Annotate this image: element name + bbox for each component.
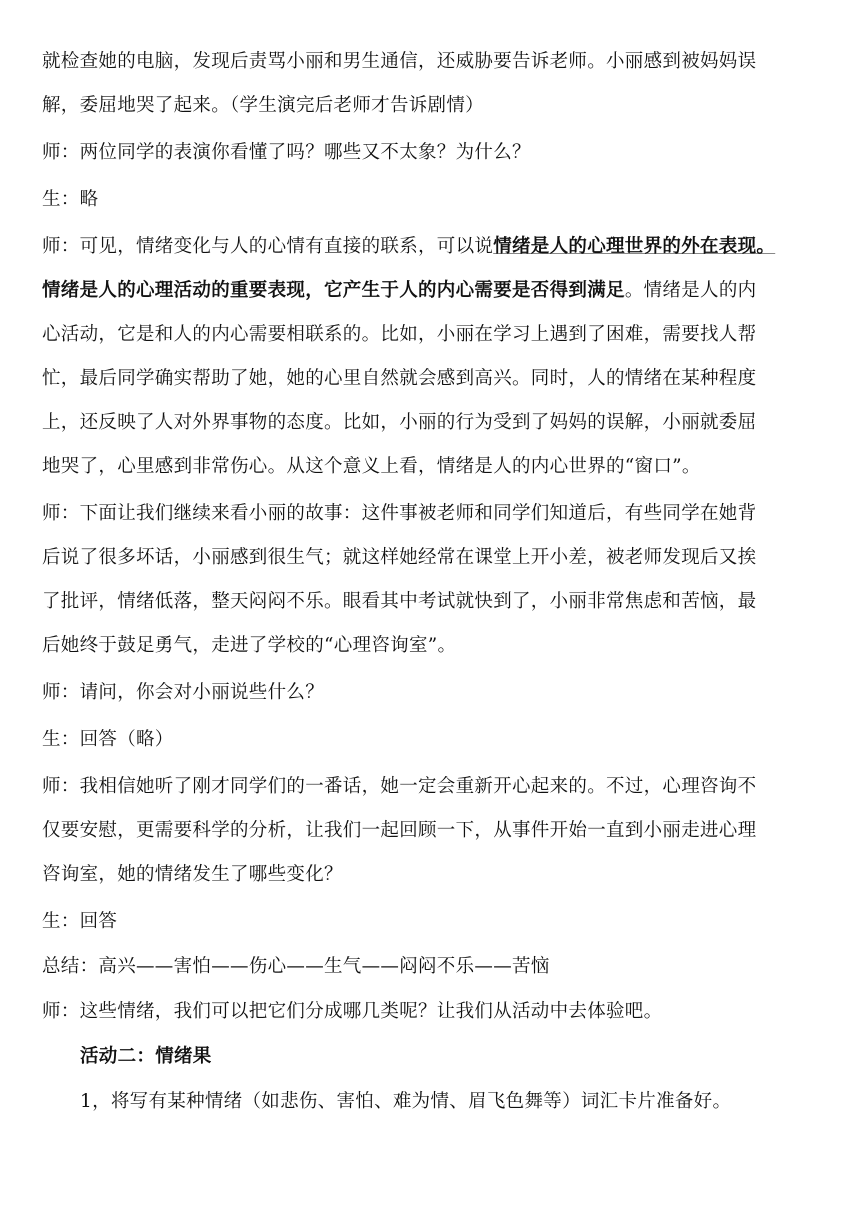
- teacher-line: 师：这些情绪，我们可以把它们分成哪几类呢？让我们从活动中去体验吧。: [42, 1001, 663, 1022]
- student-line: 生：回答: [42, 911, 118, 932]
- activity-heading: 活动二：情绪果: [80, 1046, 212, 1067]
- paragraph-line: 咨询室，她的情绪发生了哪些变化？: [42, 864, 343, 885]
- paragraph-line: 地哭了，心里感到非常伤心。从这个意义上看，情绪是人的内心世界的“窗口”。: [42, 456, 701, 477]
- teacher-line: 师：请问，你会对小丽说些什么？: [42, 682, 325, 703]
- student-line: 生：略: [42, 189, 99, 210]
- summary-line: 总结：高兴——害怕——伤心——生气——闷闷不乐——苦恼: [42, 956, 550, 977]
- paragraph-line: 心活动，它是和人的内心需要相联系的。比如，小丽在学习上遇到了困难，需要找人帮: [42, 324, 757, 345]
- paragraph-line: [42, 279, 822, 303]
- paragraph-line: 了批评，情绪低落，整天闷闷不乐。眼看其中考试就快到了，小丽非常焦虑和苦恼，最: [42, 591, 757, 612]
- paragraph-line: 就检查她的电脑，发现后责骂小丽和男生通信，还威胁要告诉老师。小丽感到被妈妈误: [42, 51, 757, 72]
- teacher-line: [42, 235, 822, 259]
- activity-step: 1，将写有某种情绪（如悲伤、害怕、难为情、眉飞色舞等）词汇卡片准备好。: [80, 1091, 732, 1112]
- paragraph-line: 仅要安慰，更需要科学的分析，让我们一起回顾一下，从事件开始一直到小丽走进心理: [42, 820, 757, 841]
- plain-text: 。情绪是人的内: [624, 280, 757, 301]
- teacher-line: 师：下面让我们继续来看小丽的故事：这件事被老师和同学们知道后，有些同学在她背: [42, 503, 757, 524]
- teacher-line: 师：两位同学的表演你看懂了吗？哪些又不太象？为什么？: [42, 142, 531, 163]
- emphasized-text: 情绪是人的心理世界的外在表现。: [493, 236, 776, 257]
- paragraph-line: 忙，最后同学确实帮助了她，她的心里自然就会感到高兴。同时，人的情绪在某种程度: [42, 368, 757, 389]
- emphasized-text: 情绪是人的心理活动的重要表现，它产生于人的内心需要是否得到满足: [42, 280, 625, 301]
- paragraph-line: 上，还反映了人对外界事物的态度。比如，小丽的行为受到了妈妈的误解，小丽就委屈: [42, 412, 757, 433]
- paragraph-line: 解，委屈地哭了起来。（学生演完后老师才告诉剧情）: [42, 95, 484, 116]
- student-line: 生：回答（略）: [42, 729, 174, 750]
- paragraph-line: 后她终于鼓足勇气，走进了学校的“心理咨询室”。: [42, 635, 457, 656]
- teacher-line: 师：我相信她听了刚才同学们的一番话，她一定会重新开心起来的。不过，心理咨询不: [42, 776, 757, 797]
- plain-text: 师：可见，情绪变化与人的心情有直接的联系，可以说: [42, 236, 494, 257]
- paragraph-line: 后说了很多坏话，小丽感到很生气；就这样她经常在课堂上开小差，被老师发现后又挨: [42, 547, 757, 568]
